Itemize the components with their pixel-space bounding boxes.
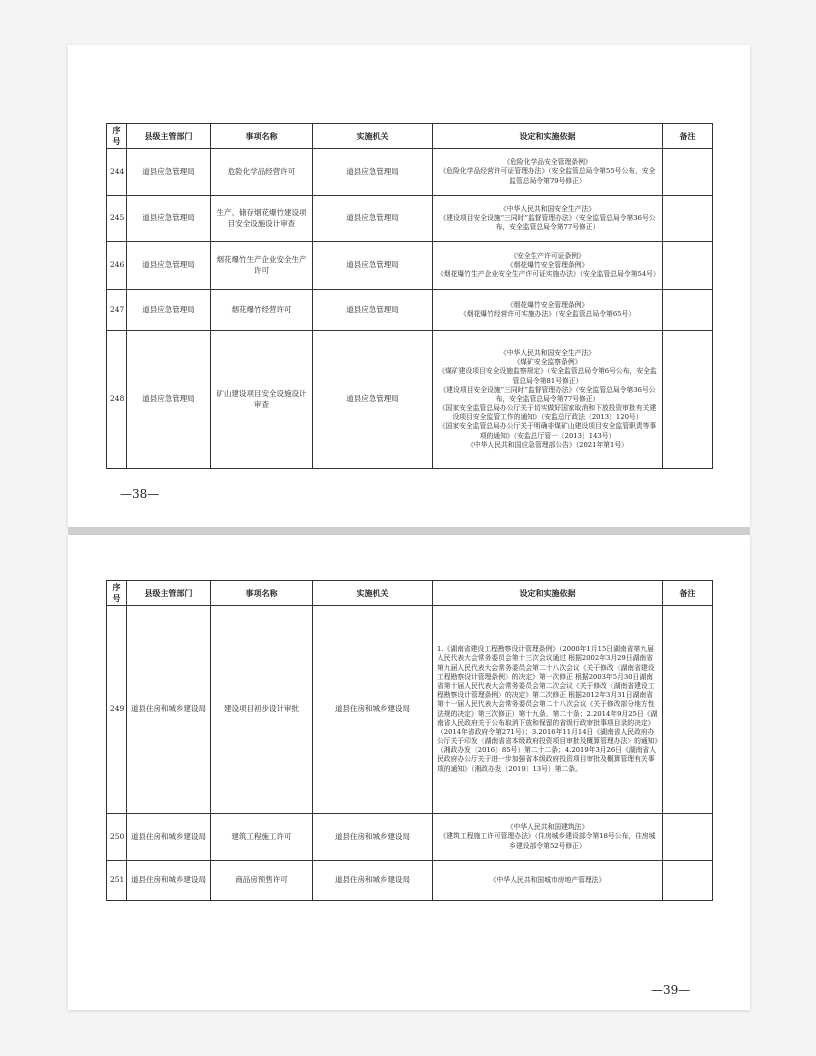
page-number: —39— [651,983,691,997]
row-item: 烟花爆竹经营许可 [211,290,313,331]
row-dept: 道县应急管理局 [127,290,211,331]
row-agency: 道县应急管理局 [313,149,433,196]
row-seq: 251 [107,861,127,901]
row-remark [663,331,713,469]
row-item: 矿山建设项目安全设施设计审查 [211,331,313,469]
row-agency: 道县应急管理局 [313,242,433,290]
row-basis [433,149,663,196]
table-row [107,290,713,331]
basis-line: 《煤矿建设项目安全设施监察规定》（安全监管总局令第6号公布，安全监管总局令第81号修正） [438,367,657,385]
row-item: 商品房预售许可 [211,861,313,901]
row-remark [663,149,713,196]
row-item: 建筑工程施工许可 [211,814,313,861]
row-dept: 道县应急管理局 [127,331,211,469]
basis-line: 《建设项目安全设施“三同时”监督管理办法》（安全监管总局令第36号公布，安全监管总局令第77号修正） [439,385,656,403]
row-basis [433,331,663,469]
row-dept: 道县应急管理局 [127,196,211,242]
row-item: 建设项目初步设计审批 [211,606,313,814]
row-agency: 道县应急管理局 [313,290,433,331]
row-dept: 道县应急管理局 [127,242,211,290]
row-agency: 道县住房和城乡建设局 [313,606,433,814]
page-39 [68,535,750,1010]
table-row [107,149,713,196]
row-seq: 248 [107,331,127,469]
row-remark [663,242,713,290]
header-remark: 备注 [663,581,713,606]
row-remark [663,196,713,242]
header-remark: 备注 [663,124,713,149]
row-agency: 道县住房和城乡建设局 [313,814,433,861]
basis-line: 1.《湖南省建设工程勘察设计管理条例》（2000年1月15日湖南省第九届人民代表大会常务委员会第十三次会议通过 根据2002年3月29日湖南省第九届人民代表大会常务委员会第二十八次会议《关于修改〈湖南省建设工程勘察设计管理条例〉的决定》第一次修正 根据2003年5月30日湖南省第十届人民代表大会常务委员会第二次会议《关于修改〈湖南省建设工程勘察设计管理条例〉的决定》第二次修正 根据2012年3月31日湖南省第十一届人民代表大会常务委员会第二十八次会议《关于修改部分地方性法规的决定》第三次修正）第十九条、第二十条；2.2014年9月25日《湖南省人民政府关于公布取消下放和保留的省级行政审批事项目录的决定》（2014年省政府令第271号）；3.2016年11月14日《湖南省人民政府办公厅关于印发〈湖南省省本级政府投资项目审批及概算管理办法〉的通知》（湘政办发〔2016〕85号）第二十二条；4.2019年3月26日《湖南省人民政府办公厅关于进一步加强省本级政府投资项目审批及概算管理有关事项的通知》（湘政办发〔2019〕13号）第二条。 [437,645,658,773]
row-seq: 246 [107,242,127,290]
basis-line: 《中华人民共和国建筑法》 [506,823,589,832]
basis-line: 《危险化学品安全管理条例》 [503,158,592,167]
header-dept: 县级主管部门 [127,581,211,606]
row-seq: 247 [107,290,127,331]
row-basis [433,814,663,861]
page-separator [68,527,750,535]
basis-line: 《危险化学品经营许可证管理办法》（安全监管总局令第55号公布，安全监管总局令第79号修正） [439,167,656,185]
row-item: 烟花爆竹生产企业安全生产许可 [211,242,313,290]
row-seq: 244 [107,149,127,196]
page-38 [68,45,750,527]
row-remark [663,814,713,861]
row-dept: 道县住房和城乡建设局 [127,814,211,861]
row-remark [663,606,713,814]
row-dept: 道县应急管理局 [127,149,211,196]
approval-table-page-39 [106,580,713,901]
row-agency: 道县应急管理局 [313,196,433,242]
header-basis: 设定和实施依据 [433,581,663,606]
row-remark [663,861,713,901]
header-agency: 实施机关 [313,581,433,606]
table-row [107,196,713,242]
row-basis [433,242,663,290]
page-number: —38— [120,487,160,501]
table-row [107,331,713,469]
basis-line: 《煤矿安全监察条例》 [513,358,582,367]
row-agency: 道县应急管理局 [313,331,433,469]
basis-line: 《中华人民共和国安全生产法》 [499,349,596,358]
row-basis [433,606,663,814]
row-dept: 道县住房和城乡建设局 [127,606,211,814]
basis-line: 《建设项目安全设施“三同时”监督管理办法》（安全监管总局令第36号公布，安全监管总局令第77号修正） [439,213,656,232]
basis-line: 《烟花爆竹生产企业安全生产许可证实施办法》（安全监管总局令第54号） [437,270,660,279]
basis-line: 《烟花爆竹经营许可实施办法》（安全监管总局令第65号） [459,310,636,318]
row-remark [663,290,713,331]
header-dept: 县级主管部门 [127,124,211,149]
basis-line: 《烟花爆竹安全管理条例》 [506,300,589,309]
table-row [107,606,713,814]
basis-line: 《建筑工程施工许可管理办法》（住房城乡建设部令第18号公布，住房城乡建设部令第52号修正） [439,832,656,850]
header-item: 事项名称 [211,124,313,149]
row-seq: 250 [107,814,127,861]
approval-table-page-38 [106,123,713,469]
row-basis [433,196,663,242]
basis-line: 《中华人民共和国应急管理部公告》（2021年第1号） [467,440,628,449]
table-row [107,814,713,861]
table-header-row [107,581,713,606]
row-seq: 249 [107,606,127,814]
row-item: 危险化学品经营许可 [211,149,313,196]
basis-line: 《国家安全监管总局办公厅关于明确非煤矿山建设项目安全监管职责等事项的通知》（安监总厅管一〔2013〕143号） [438,422,657,440]
row-basis [433,290,663,331]
row-agency: 道县住房和城乡建设局 [313,861,433,901]
row-item: 生产、储存烟花爆竹建设项目安全设施设计审查 [211,196,313,242]
basis-line: 《中华人民共和国城市房地产管理法》 [489,875,606,884]
row-basis [433,861,663,901]
table-row [107,242,713,290]
row-seq: 245 [107,196,127,242]
basis-line: 《国家安全监管总局办公厅关于切实做好国家取消和下放投资审批有关建设项目安全监管工作的通知》（安监总厅政法〔2013〕120号） [438,404,657,422]
row-dept: 道县住房和城乡建设局 [127,861,211,901]
table-row [107,861,713,901]
header-basis: 设定和实施依据 [433,124,663,149]
header-seq: 序号 [107,124,127,149]
header-item: 事项名称 [211,581,313,606]
basis-line: 《烟花爆竹安全管理条例》 [506,260,589,269]
header-seq: 序号 [107,581,127,606]
basis-line: 《安全生产许可证条例》 [510,251,585,260]
table-header-row [107,124,713,149]
header-agency: 实施机关 [313,124,433,149]
basis-line: 《中华人民共和国安全生产法》 [499,204,596,213]
